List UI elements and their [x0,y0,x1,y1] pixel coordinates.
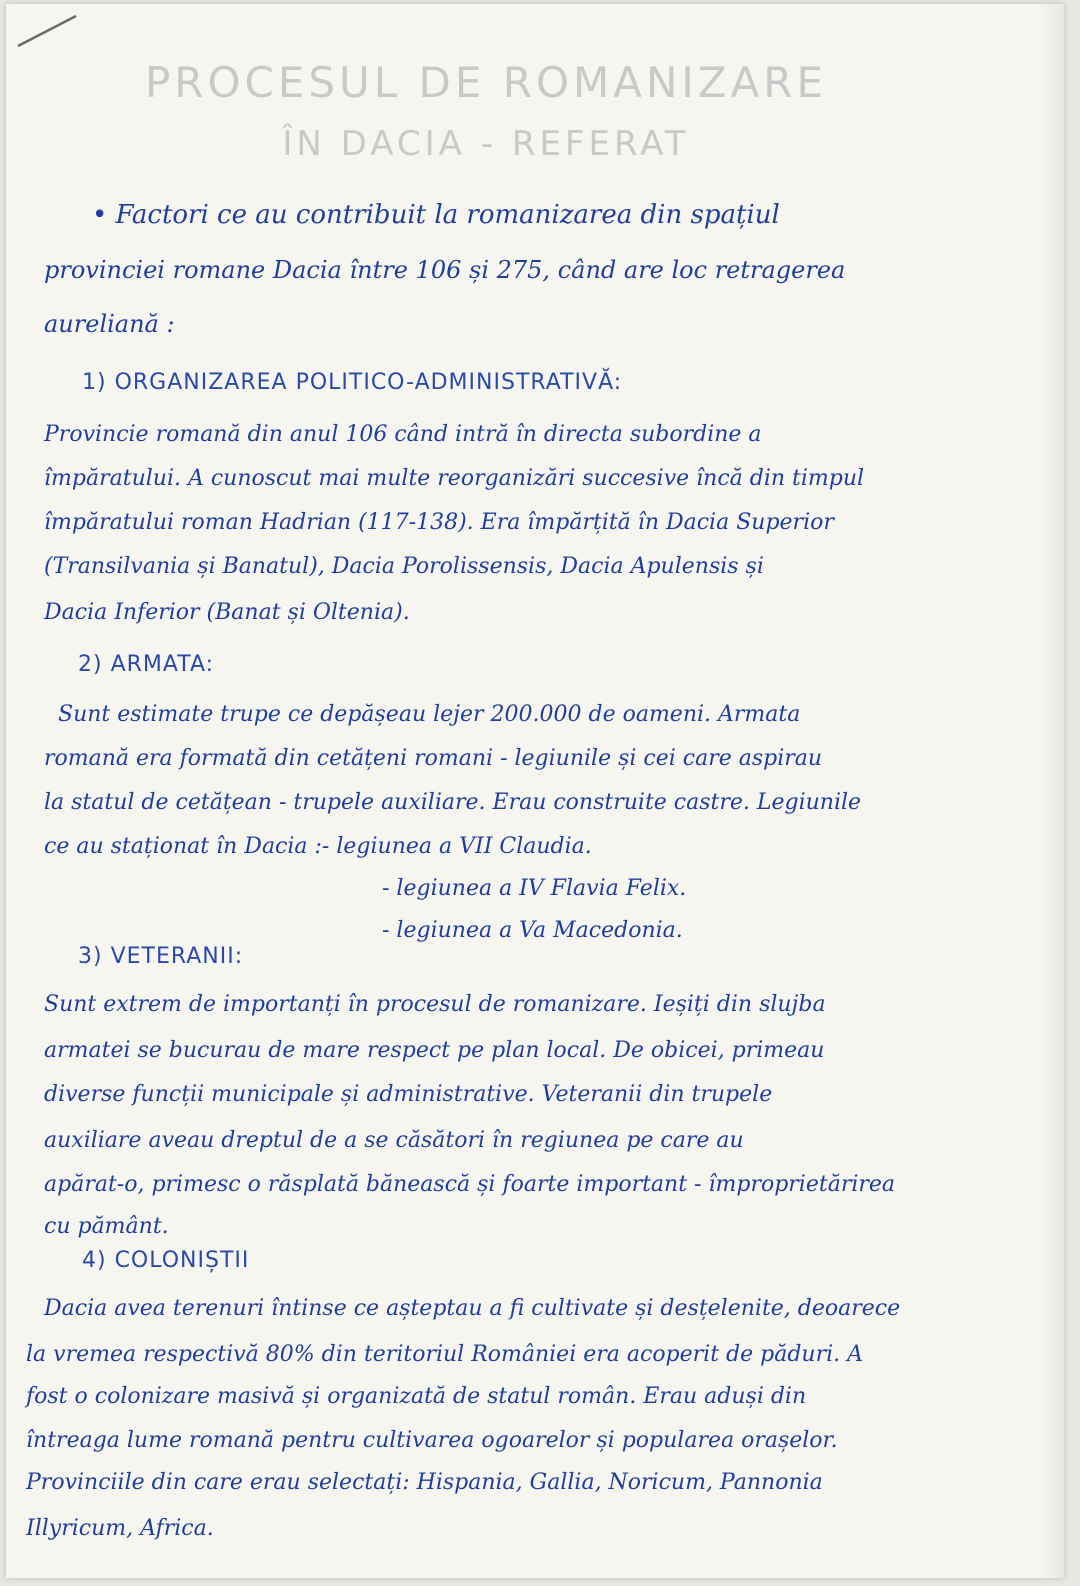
paragraph-line: ce au staționat în Dacia :- legiunea a VII Claudia. [44,834,592,859]
legion-item: - legiunea a IV Flavia Felix. [382,876,687,901]
paragraph-line: apărat-o, primesc o răsplată bănească și foarte important - împroprietărirea [44,1172,896,1197]
paragraph-line: Dacia avea terenuri întinse ce așteptau a fi cultivate și desțelenite, deoarece [44,1296,901,1321]
paragraph-line: armatei se bucurau de mare respect pe plan local. De obicei, primeau [44,1038,825,1063]
section-heading: 4) COLONIȘTII [82,1248,250,1273]
intro-line: provinciei romane Dacia între 106 și 275, când are loc retragerea [44,256,846,284]
paragraph-line: diverse funcții municipale și administrative. Veteranii din trupele [44,1082,773,1107]
pencil-mark [14,10,84,50]
page-title: PROCESUL DE ROMANIZARE [144,58,828,107]
section-heading: 3) VETERANII: [78,944,244,969]
paragraph-line: fost o colonizare masivă și organizată de statul român. Erau aduși din [26,1384,807,1409]
paragraph-line: Dacia Inferior (Banat și Oltenia). [44,600,410,625]
paragraph-line: Provinciile din care erau selectați: Hispania, Gallia, Noricum, Pannonia [26,1470,823,1495]
paragraph-line: (Transilvania și Banatul), Dacia Porolissensis, Dacia Apulensis și [44,554,764,579]
paragraph-line: Provincie romană din anul 106 când intră în directa subordine a [44,422,762,447]
paragraph-line: auxiliare aveau dreptul de a se căsători în regiunea pe care au [44,1128,744,1153]
page-subtitle: ÎN DACIA - REFERAT [282,124,690,164]
intro-line: • Factori ce au contribuit la romanizarea din spațiul [92,200,780,230]
paragraph-line: la statul de cetățean - trupele auxiliare. Erau construite castre. Legiunile [44,790,862,815]
paragraph-line: Sunt extrem de importanți în procesul de romanizare. Ieșiți din slujba [44,992,826,1017]
paragraph-line: împăratului roman Hadrian (117-138). Era împărțită în Dacia Superior [44,510,834,535]
paragraph-line: romană era formată din cetățeni romani - legiunile și cei care aspirau [44,746,823,771]
paragraph-line: la vremea respectivă 80% din teritoriul României era acoperit de păduri. A [26,1342,864,1367]
legion-item: - legiunea a Va Macedonia. [382,918,683,943]
paragraph-line: Sunt estimate trupe ce depășeau lejer 200.000 de oameni. Armata [58,702,801,727]
paragraph-line: cu pământ. [44,1214,169,1239]
paragraph-line: întreaga lume romană pentru cultivarea ogoarelor și popularea orașelor. [26,1428,838,1453]
paragraph-line: împăratului. A cunoscut mai multe reorganizări succesive încă din timpul [44,466,865,491]
section-heading: 1) ORGANIZAREA POLITICO-ADMINISTRATIVĂ: [82,370,623,395]
paragraph-line: Illyricum, Africa. [26,1516,214,1541]
intro-line: aureliană : [44,310,175,338]
notebook-page [6,4,1064,1578]
section-heading: 2) ARMATA: [78,652,215,677]
